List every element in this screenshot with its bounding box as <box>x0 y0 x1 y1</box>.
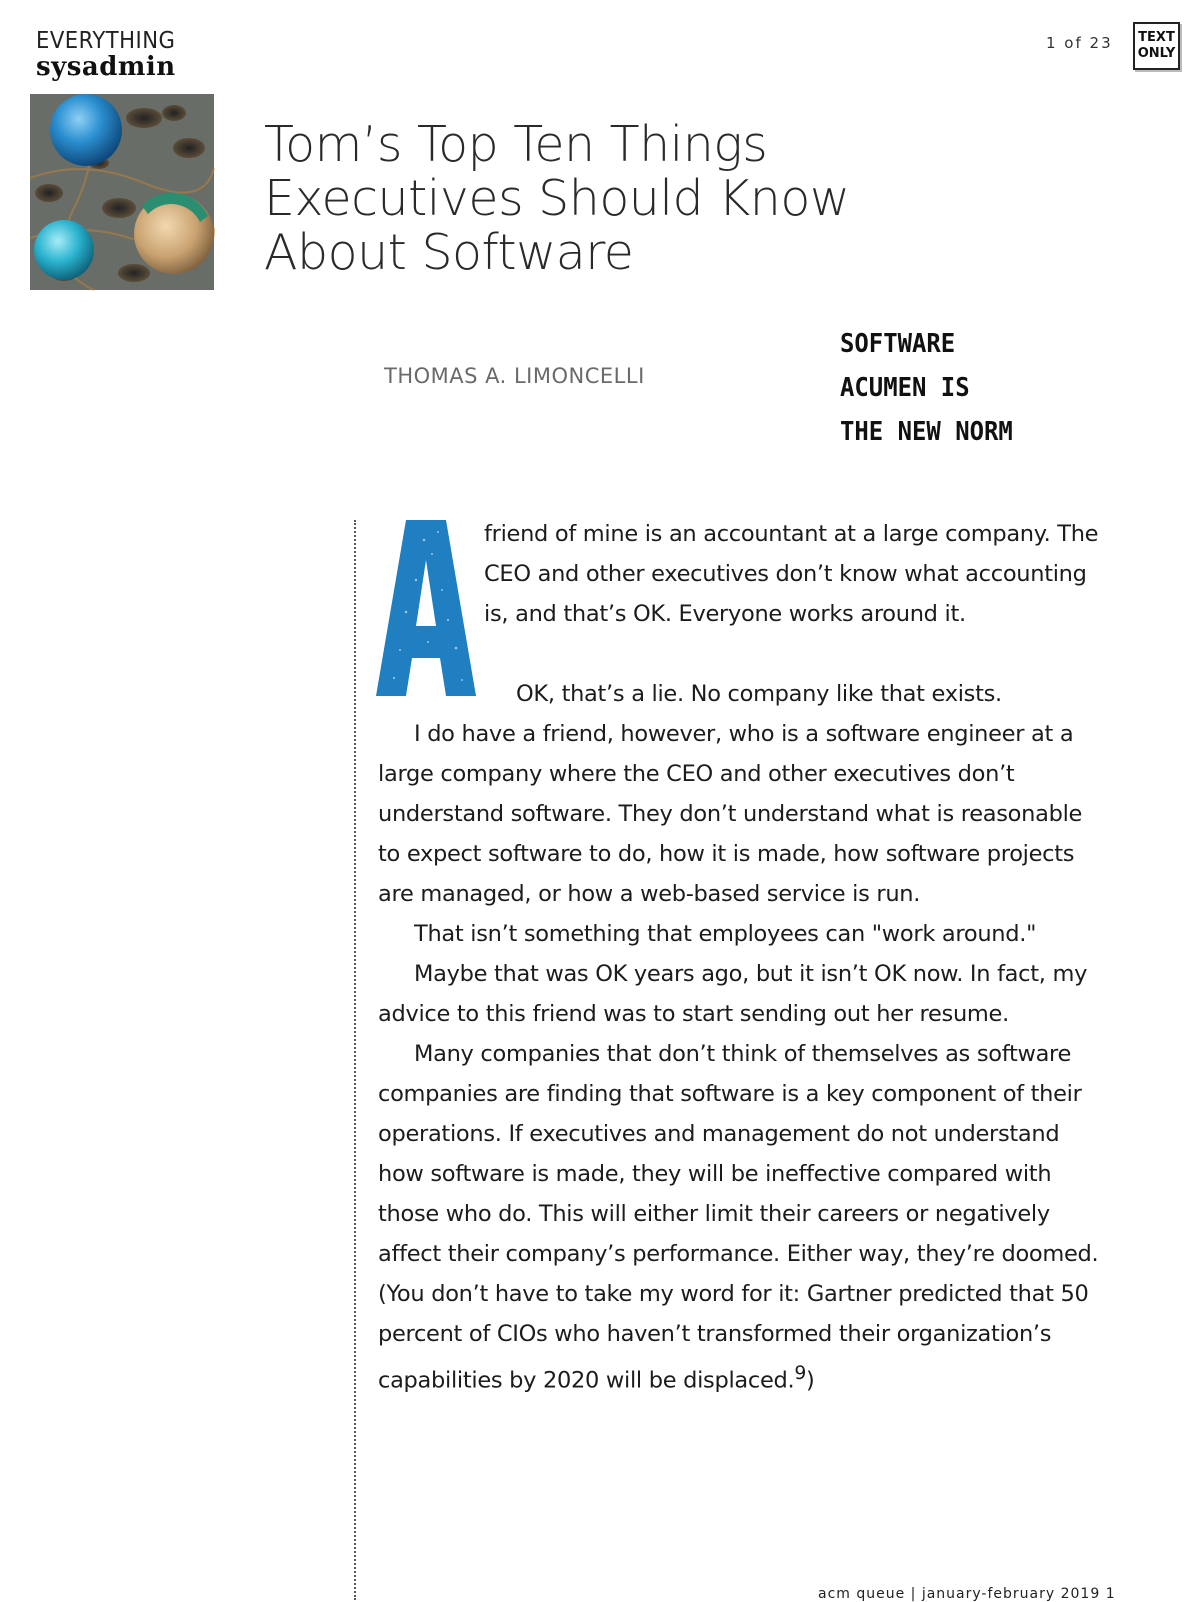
column-label <box>36 30 188 80</box>
page-counter: 1 of 23 <box>1046 34 1113 52</box>
drop-cap <box>376 520 476 696</box>
text-only-label-line1: TEXT <box>1138 30 1175 45</box>
paragraph-2: OK, that’s a lie. No company like that exists. <box>516 681 1002 707</box>
article-title: Tom’s Top Ten Things Executives Should Know About Software <box>264 116 850 281</box>
column-name: sysadmin <box>36 52 176 82</box>
paragraph-4: That isn’t something that employees can "work around." <box>414 921 1037 947</box>
paragraph-1: friend of mine is an accountant at a large company. The CEO and other executives don’t know what accounting is, and that’s OK. Everyone works around it. <box>484 521 1099 627</box>
article-body <box>378 514 1108 1401</box>
text-only-label-line2: ONLY <box>1137 46 1176 61</box>
page-footer: acm queue | january-february 2019 1 <box>818 1586 1116 1602</box>
article-deck: SOFTWARE ACUMEN IS THE NEW NORM <box>840 329 1013 447</box>
column-illustration <box>24 88 220 296</box>
paragraph-3: I do have a friend, however, who is a software engineer at a large company where the CEO and other executives don’t understand software. They don’t understand what is reasonable to expect software to do, how it is made, how software projects are managed, or how a web-based service is run. <box>378 721 1083 907</box>
paragraph-6-text: Many companies that don’t think of themselves as software companies are finding that software is a key component of their operations. If executives and management do not understand how software is made, they will be ineffective compared with those who do. This will either limit their careers or negatively affect their company’s performance. Either way, they’re doomed. (You don’t have to take my word for it: Gartner predicted that 50 percent of CIOs who haven’t transformed their organization’s capabilities by 2020 will be displaced. <box>378 1041 1099 1394</box>
column-kicker: EVERYTHING <box>36 28 176 54</box>
paragraph-6 <box>378 1034 1108 1401</box>
paragraph-6-closing: ) <box>805 1367 815 1394</box>
author-byline: THOMAS A. LIMONCELLI <box>384 364 645 388</box>
paragraph-5: Maybe that was OK years ago, but it isn’t OK now. In fact, my advice to this friend was to start sending out her resume. <box>378 961 1088 1027</box>
text-only-button[interactable] <box>1133 22 1180 70</box>
footnote-reference[interactable]: 9 <box>794 1363 806 1384</box>
column-divider <box>354 520 356 1600</box>
